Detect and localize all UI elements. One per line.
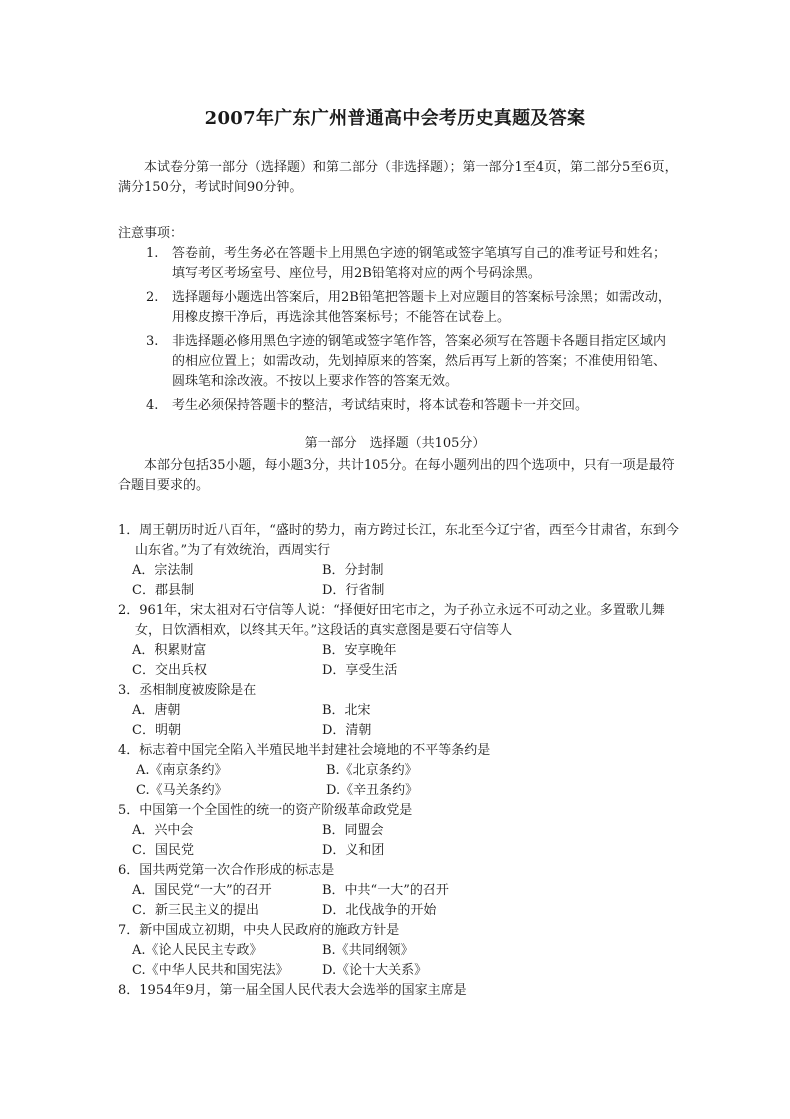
notes-title: 注意事项： <box>118 226 184 241</box>
option-a: A．积累财富 <box>132 643 207 658</box>
question-stem: 6．国共两党第一次合作形成的标志是 <box>118 863 335 878</box>
option-a: A．宗法制 <box>132 563 194 578</box>
note-number: 2. <box>146 290 159 305</box>
note-text: 选择题每小题选出答案后，用2B铅笔把答题卡上对应题目的答案标号涂黑；如需改动，用橡皮擦干净后，再选涂其他答案标号；不能答在试卷上。 <box>172 290 671 325</box>
question-item <box>118 741 688 801</box>
option-b: B.《北京条约》 <box>326 763 418 778</box>
option-b: B.《共同纲领》 <box>322 943 414 958</box>
note-item <box>146 332 676 392</box>
note-item <box>146 396 676 416</box>
option-d: D．行省制 <box>322 583 385 598</box>
option-d: D．义和团 <box>322 843 385 858</box>
notes-list <box>146 244 676 420</box>
question-options <box>118 881 688 921</box>
option-b: B．分封制 <box>322 563 384 578</box>
intro-text: 本试卷分第一部分（选择题）和第二部分（非选择题）；第一部分1至4页，第二部分5至6页，满分150分，考试时间90分钟。 <box>118 160 678 195</box>
question-item <box>118 981 688 1001</box>
question-stem: 2．961年，宋太祖对石守信等人说：“择便好田宅市之，为子孙立永远不可动之业。多置歌儿舞女，日饮酒相欢，以终其天年。”这段话的真实意图是要石守信等人 <box>118 603 665 638</box>
option-c: C.《马关条约》 <box>136 783 228 798</box>
option-a: A．兴中会 <box>132 823 194 838</box>
option-b: B．中共“一大”的召开 <box>322 883 449 898</box>
option-c: C．明朝 <box>132 723 181 738</box>
option-d: D.《辛丑条约》 <box>326 783 419 798</box>
question-item <box>118 521 688 601</box>
question-options <box>118 821 688 861</box>
note-number: 4. <box>146 398 159 413</box>
section-description-text: 本部分包括35小题，每小题3分，共计105分。在每小题列出的四个选项中，只有一项是最符合题目要求的。 <box>118 458 675 493</box>
option-c: C.《中华人民共和国宪法》 <box>132 963 289 978</box>
question-stem: 3．丞相制度被废除是在 <box>118 683 257 698</box>
note-item <box>146 288 676 328</box>
option-b: B．同盟会 <box>322 823 384 838</box>
option-a: A．国民党“一大”的召开 <box>132 883 272 898</box>
section-description <box>118 456 678 496</box>
option-c: C．新三民主义的提出 <box>132 903 259 918</box>
question-options <box>118 941 688 981</box>
note-item <box>146 244 676 284</box>
question-stem: 4．标志着中国完全陷入半殖民地半封建社会境地的不平等条约是 <box>118 743 491 758</box>
option-d: D.《论十大关系》 <box>322 963 428 978</box>
question-stem: 8．1954年9月，第一届全国人民代表大会选举的国家主席是 <box>118 983 467 998</box>
note-number: 3. <box>146 334 159 349</box>
question-options <box>118 761 688 801</box>
option-d: D．清朝 <box>322 723 372 738</box>
section-title: 第一部分 选择题（共105分） <box>304 436 486 451</box>
question-item <box>118 861 688 921</box>
option-d: D．享受生活 <box>322 663 398 678</box>
option-a: A．唐朝 <box>132 703 181 718</box>
page-title: 2007年广东广州普通高中会考历史真题及答案 <box>204 108 586 129</box>
note-text: 考生必须保持答题卡的整洁，考试结束时，将本试卷和答题卡一并交回。 <box>172 398 589 413</box>
question-options <box>118 641 688 681</box>
note-text: 答卷前，考生务必在答题卡上用黑色字迹的钢笔或签字笔填写自己的准考证号和姓名；填写考区考场室号、座位号，用2B铅笔将对应的两个号码涂黑。 <box>172 246 667 281</box>
intro-block <box>118 158 678 198</box>
question-item <box>118 601 688 681</box>
question-stem: 5．中国第一个全国性的统一的资产阶级革命政党是 <box>118 803 413 818</box>
question-item <box>118 921 688 981</box>
questions-list <box>118 521 688 1001</box>
question-item <box>118 681 688 741</box>
option-d: D．北伐战争的开始 <box>322 903 437 918</box>
question-item <box>118 801 688 861</box>
question-stem: 1．周王朝历时近八百年，“盛时的势力，南方跨过长江，东北至今辽宁省，西至今甘肃省，东到今山东省。”为了有效统治，西周实行 <box>118 523 679 558</box>
note-text: 非选择题必修用黑色字迹的钢笔或签字笔作答，答案必须写在答题卡各题目指定区域内的相应位置上；如需改动，先划掉原来的答案，然后再写上新的答案；不准使用铅笔、圆珠笔和涂改液。不按以上要求作答的答案无效。 <box>172 334 667 389</box>
question-options <box>118 561 688 601</box>
note-number: 1. <box>146 246 159 261</box>
option-c: C．交出兵权 <box>132 663 207 678</box>
option-c: C．郡县制 <box>132 583 194 598</box>
option-a: A.《南京条约》 <box>136 763 228 778</box>
option-b: B．安享晚年 <box>322 643 397 658</box>
question-options <box>118 701 688 741</box>
question-stem: 7．新中国成立初期，中央人民政府的施政方针是 <box>118 923 400 938</box>
option-a: A.《论人民民主专政》 <box>132 943 263 958</box>
option-c: C．国民党 <box>132 843 194 858</box>
option-b: B．北宋 <box>322 703 371 718</box>
